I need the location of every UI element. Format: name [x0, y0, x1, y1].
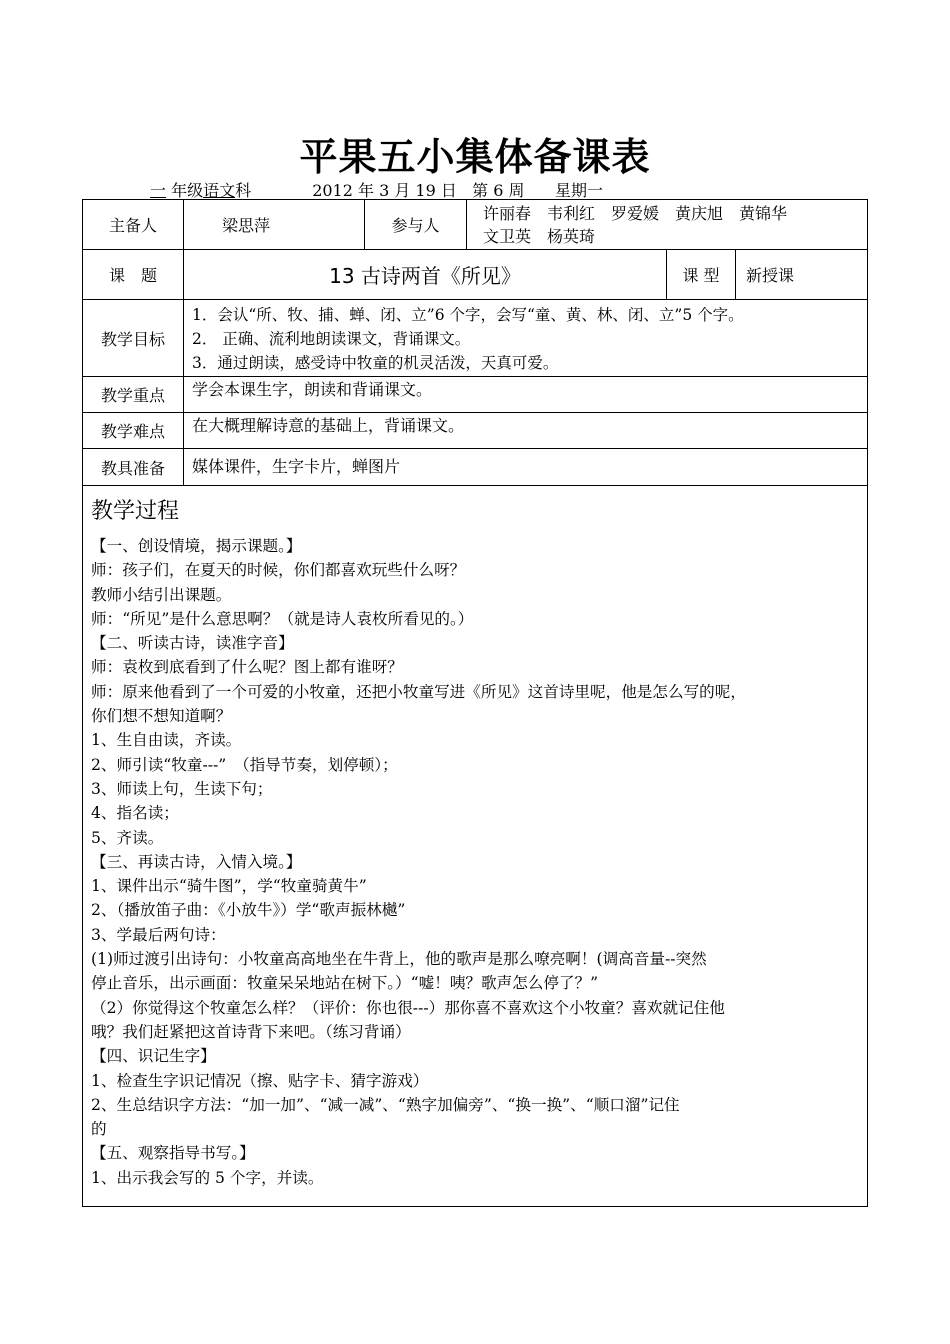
tools-value: 媒体课件，生字卡片，蝉图片 — [183, 449, 867, 486]
difficulty-label: 教学难点 — [83, 413, 183, 449]
host-label: 主备人 — [83, 200, 183, 250]
participants-line-1: 许丽春 韦利红 罗爱媛 黄庆旭 黄锦华 — [483, 204, 788, 223]
process-line: 【二、听读古诗，读准字音】 — [91, 634, 294, 653]
grade-value: 一 — [150, 181, 167, 200]
process-line: 教师小结引出课题。 — [91, 585, 232, 604]
process-line: 2、（播放笛子曲：《小放牛》）学“歌声振林樾” — [91, 901, 406, 920]
process-line: 哦？我们赶紧把这首诗背下来吧。（练习背诵） — [91, 1022, 411, 1041]
process-line: 1、课件出示“骑牛图”，学“牧童骑黄牛” — [91, 877, 367, 896]
process-line: 师：“所见”是什么意思啊？（就是诗人袁枚所看见的。） — [91, 609, 474, 628]
type-label: 课 型 — [666, 250, 735, 300]
subject-value: 语文 — [203, 181, 236, 200]
subject-suffix: 科 — [235, 181, 252, 200]
process-line: （2）你觉得这个牧童怎么样？（评价：你也很---）那你喜不喜欢这个小牧童？喜欢就记住他 — [91, 998, 725, 1017]
difficulty-value: 在大概理解诗意的基础上，背诵课文。 — [183, 413, 867, 449]
process-body — [91, 534, 863, 1190]
topic-label: 课 题 — [83, 250, 183, 300]
type-value: 新授课 — [735, 250, 867, 300]
process-line: 师：孩子们，在夏天的时候，你们都喜欢玩些什么呀？ — [91, 561, 466, 580]
tools-label: 教具准备 — [83, 449, 183, 486]
key-value: 学会本课生字，朗读和背诵课文。 — [183, 377, 867, 413]
weekday: 星期一 — [555, 181, 604, 200]
process-line: (1)师过渡引出诗句：小牧童高高地坐在牛背上，他的歌声是那么嘹亮啊！(调高音量--突然 — [91, 950, 707, 969]
goals-label: 教学目标 — [83, 300, 183, 377]
key-label: 教学重点 — [83, 377, 183, 413]
process-line: 师：袁枚到底看到了什么呢？图上都有谁呀？ — [91, 658, 403, 677]
process-line: 2、师引读“牧童---” （指导节奏，划停顿）； — [91, 755, 398, 774]
goal-item: 2． 正确、流利地朗读课文，背诵课文。 — [192, 330, 471, 348]
grade-suffix: 年级 — [171, 181, 204, 200]
process-line: 2、生总结识字方法：“加一加”、“减一减”、“熟字加偏旁”、“换一换”、“顺口溜”记住 — [91, 1095, 680, 1114]
participants-label: 参与人 — [364, 200, 466, 250]
process-title: 教学过程 — [91, 499, 180, 524]
participants-value — [466, 200, 867, 250]
topic-value: 13 古诗两首《所见》 — [183, 250, 666, 300]
process-line: 【四、识记生字】 — [91, 1047, 216, 1066]
process-line: 的 — [91, 1120, 107, 1139]
process-line: 【三、再读古诗，入情入境。】 — [91, 852, 302, 871]
process-line: 4、指名读； — [91, 804, 179, 823]
lesson-plan-table — [82, 199, 868, 1207]
participants-line-2: 文卫英 杨英琦 — [483, 227, 596, 246]
process-line: 1、出示我会写的 5 个字，并读。 — [91, 1168, 324, 1187]
process-line: 师：原来他看到了一个可爱的小牧童，还把小牧童写进《所见》这首诗里呢，他是怎么写的呢， — [91, 682, 746, 701]
process-line: 【五、观察指导书写。】 — [91, 1144, 255, 1163]
header-info-line — [150, 178, 603, 201]
process-line: 3、学最后两句诗： — [91, 925, 226, 944]
host-value: 梁思萍 — [183, 200, 364, 250]
process-line: 3、师读上句，生读下句； — [91, 779, 273, 798]
goal-item: 3．通过朗读，感受诗中牧童的机灵活泼，天真可爱。 — [192, 354, 559, 372]
goal-item: 1．会认“所、牧、捕、蝉、闭、立”6 个字，会写“童、黄、林、闭、立”5 个字。 — [192, 306, 744, 324]
process-line: 5、齐读。 — [91, 828, 164, 847]
page-title: 平果五小集体备课表 — [299, 135, 651, 179]
process-line: 1、检查生字识记情况（擦、贴字卡、猜字游戏） — [91, 1071, 429, 1090]
date: 2012 年 3 月 19 日 — [312, 181, 457, 200]
process-line: 1、生自由读，齐读。 — [91, 731, 242, 750]
process-line: 【一、创设情境，揭示课题。】 — [91, 537, 302, 555]
goals-value — [183, 300, 867, 377]
week: 第 6 周 — [472, 181, 525, 200]
process-line: 停止音乐，出示画面：牧童呆呆地站在树下。）“嘘！咦？歌声怎么停了？” — [91, 974, 599, 993]
process-line: 你们想不想知道啊？ — [91, 707, 232, 726]
